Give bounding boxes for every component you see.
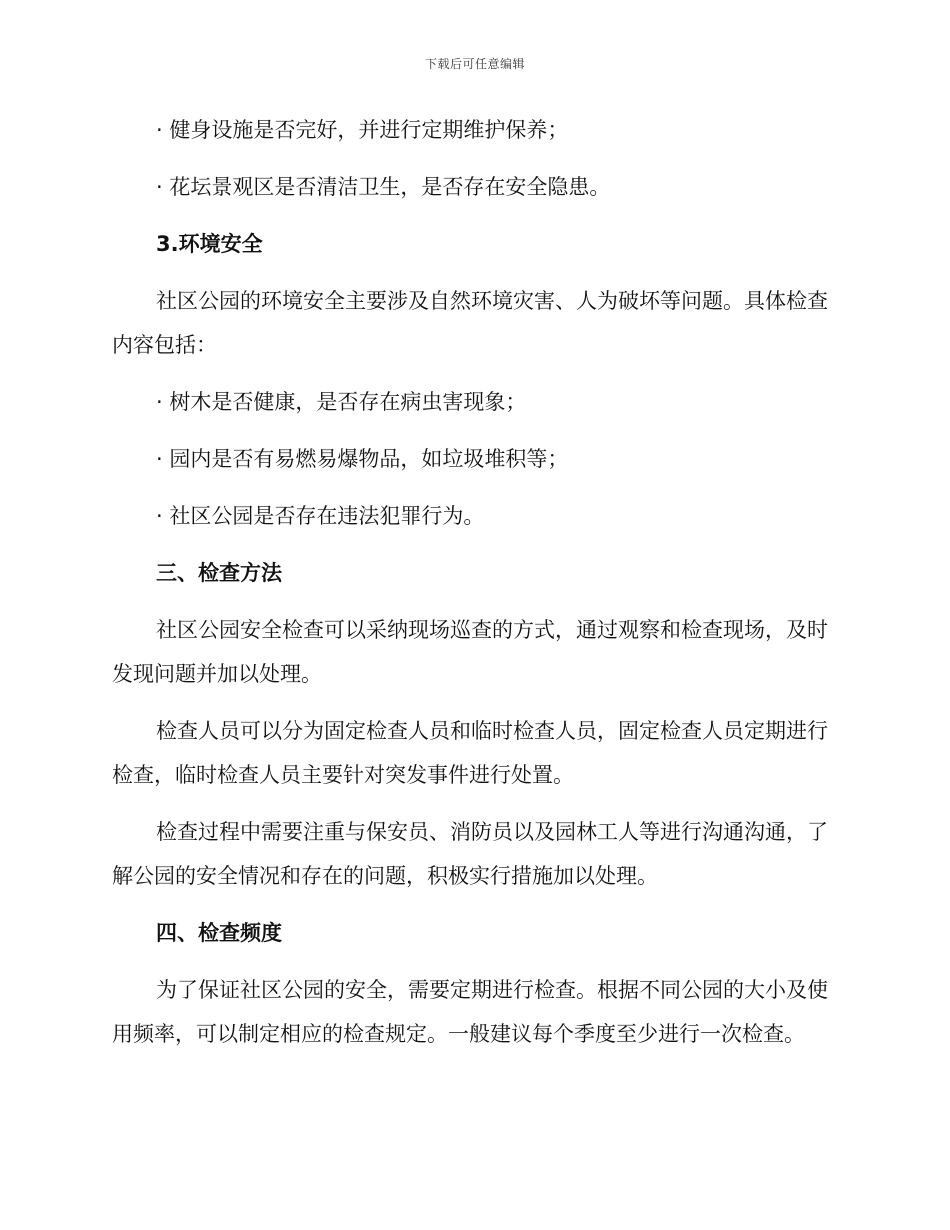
paragraph: 检查过程中需要注重与保安员、消防员以及园林工人等进行沟通沟通，了解公园的安全情况和存在的问题，积极实行措施加以处理。 (112, 820, 828, 888)
paragraph: 社区公园安全检查可以采纳现场巡查的方式，通过观察和检查现场，及时发现问题并加以处理。 (112, 618, 828, 686)
paragraph: 检查人员可以分为固定检查人员和临时检查人员，固定检查人员定期进行检查，临时检查人员主要针对突发事件进行处置。 (112, 719, 828, 787)
header-note: 下载后可任意编辑 (424, 57, 525, 71)
section-heading: 四、检查频度 (156, 921, 282, 945)
section-heading: 3.环境安全 (156, 232, 263, 256)
section-heading: 三、检查方法 (156, 561, 282, 585)
bullet-item: · 社区公园是否存在违法犯罪行为。 (156, 504, 485, 528)
paragraph: 为了保证社区公园的安全，需要定期进行检查。根据不同公园的大小及使用频率，可以制定相应的检查规定。一般建议每个季度至少进行一次检查。 (112, 978, 828, 1046)
paragraph: 社区公园的环境安全主要涉及自然环境灾害、人为破坏等问题。具体检查内容包括： (112, 289, 828, 357)
bullet-item: · 园内是否有易燃易爆物品，如垃圾堆积等； (156, 447, 569, 471)
bullet-item: · 树木是否健康，是否存在病虫害现象； (156, 390, 527, 414)
bullet-item: · 花坛景观区是否清洁卫生，是否存在安全隐患。 (156, 175, 611, 199)
bullet-item: · 健身设施是否完好，并进行定期维护保养； (156, 118, 569, 142)
document-body (112, 108, 834, 1069)
